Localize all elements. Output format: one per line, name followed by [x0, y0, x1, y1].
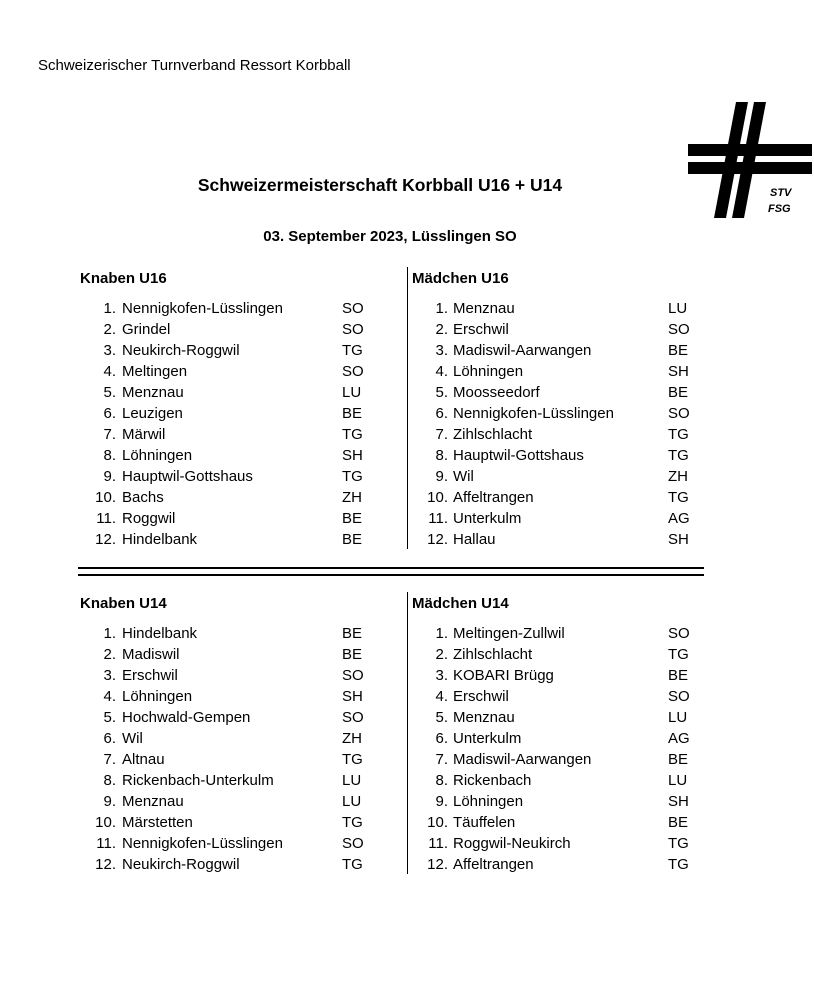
canton-code: SO	[668, 405, 690, 422]
canton-code: TG	[668, 489, 689, 506]
team-name: Löhningen	[122, 688, 193, 705]
team-name: Leuzigen	[122, 405, 183, 422]
canton-code: BE	[668, 751, 689, 768]
rank-number: 10.	[95, 489, 116, 506]
standings-row	[80, 791, 380, 812]
standings-row	[412, 529, 712, 550]
team-name: Erschwil	[122, 667, 178, 684]
team-name: Grindel	[122, 321, 171, 338]
rank-number: 3.	[103, 342, 116, 359]
canton-code: SO	[342, 709, 364, 726]
canton-code: BE	[668, 814, 689, 831]
standings-row	[412, 707, 712, 728]
standings-row	[412, 854, 712, 875]
standings-row	[412, 665, 712, 686]
team-name: Löhningen	[453, 363, 524, 380]
standings-row	[412, 833, 712, 854]
canton-code: TG	[342, 468, 363, 485]
canton-code: TG	[342, 426, 363, 443]
canton-code: SH	[668, 793, 689, 810]
canton-code: BE	[342, 510, 363, 527]
canton-code: TG	[668, 835, 689, 852]
rank-number: 7.	[103, 751, 116, 768]
standings-row	[80, 644, 380, 665]
canton-code: ZH	[668, 468, 688, 485]
rank-number: 8.	[103, 772, 116, 789]
team-name: Nennigkofen-Lüsslingen	[122, 835, 283, 852]
standings-row	[412, 770, 712, 791]
canton-code: BE	[342, 625, 363, 642]
canton-code: BE	[342, 531, 363, 548]
team-name: Menznau	[453, 709, 515, 726]
standings-row	[80, 382, 380, 403]
team-name: Neukirch-Roggwil	[122, 342, 240, 359]
team-name: Unterkulm	[453, 730, 522, 747]
canton-code: SO	[342, 321, 364, 338]
rank-number: 5.	[103, 709, 116, 726]
standings-row	[80, 623, 380, 644]
team-name: Nennigkofen-Lüsslingen	[122, 300, 283, 317]
canton-code: TG	[668, 646, 689, 663]
canton-code: SO	[342, 835, 364, 852]
canton-code: SO	[668, 688, 690, 705]
standings-row	[80, 424, 380, 445]
rank-number: 11.	[428, 835, 448, 852]
canton-code: ZH	[342, 730, 362, 747]
canton-code: LU	[342, 772, 362, 789]
canton-code: TG	[668, 426, 689, 443]
rank-number: 8.	[435, 772, 448, 789]
team-name: Hindelbank	[122, 625, 198, 642]
standings-row	[80, 707, 380, 728]
team-name: Roggwil-Neukirch	[453, 835, 571, 852]
rank-number: 10.	[427, 814, 448, 831]
team-name: Hallau	[453, 531, 496, 548]
rank-number: 4.	[435, 688, 448, 705]
rank-number: 5.	[103, 384, 116, 401]
canton-code: BE	[668, 342, 689, 359]
rank-number: 2.	[103, 321, 116, 338]
rank-number: 1.	[103, 300, 116, 317]
standings-row	[80, 487, 380, 508]
rank-number: 7.	[435, 426, 448, 443]
canton-code: AG	[668, 730, 690, 747]
canton-code: BE	[342, 646, 363, 663]
team-name: Altnau	[122, 751, 165, 768]
canton-code: BE	[342, 405, 363, 422]
team-name: Erschwil	[453, 688, 509, 705]
canton-code: SO	[342, 363, 364, 380]
rank-number: 2.	[435, 321, 448, 338]
logo-text-stv: STV	[770, 187, 792, 199]
team-name: Meltingen-Zullwil	[453, 625, 565, 642]
canton-code: TG	[668, 447, 689, 464]
team-name: Täuffelen	[453, 814, 516, 831]
canton-code: TG	[342, 856, 363, 873]
section-maedchen-u16	[412, 269, 712, 550]
canton-code: AG	[668, 510, 690, 527]
section-heading: Knaben U16	[80, 270, 167, 287]
section-heading: Mädchen U14	[412, 595, 509, 612]
standings-row	[412, 319, 712, 340]
rank-number: 9.	[103, 468, 116, 485]
team-name: Affeltrangen	[453, 489, 534, 506]
canton-code: ZH	[342, 489, 362, 506]
rank-number: 4.	[103, 363, 116, 380]
stv-fsg-cross-logo-icon	[688, 102, 812, 222]
standings-row	[412, 466, 712, 487]
rank-number: 11.	[96, 835, 116, 852]
canton-code: LU	[342, 384, 362, 401]
rank-number: 11.	[428, 510, 448, 527]
standings-row	[80, 770, 380, 791]
rank-number: 1.	[435, 300, 448, 317]
canton-code: SO	[342, 667, 364, 684]
rank-number: 12.	[427, 856, 448, 873]
team-name: Nennigkofen-Lüsslingen	[453, 405, 614, 422]
canton-code: SO	[342, 300, 364, 317]
team-name: Meltingen	[122, 363, 188, 380]
canton-code: BE	[668, 384, 689, 401]
team-name: Hauptwil-Gottshaus	[122, 468, 253, 485]
section-maedchen-u14	[412, 594, 712, 875]
standings-row	[80, 403, 380, 424]
event-date-location: 03. September 2023, Lüsslingen SO	[263, 228, 517, 245]
standings-row	[412, 812, 712, 833]
rank-number: 9.	[103, 793, 116, 810]
standings-row	[412, 508, 712, 529]
rank-number: 4.	[103, 688, 116, 705]
rank-number: 1.	[103, 625, 116, 642]
standings-row	[412, 361, 712, 382]
team-name: Zihlschlacht	[453, 426, 533, 443]
team-name: Unterkulm	[453, 510, 522, 527]
team-name: Madiswil-Aarwangen	[453, 342, 592, 359]
rank-number: 7.	[103, 426, 116, 443]
standings-row	[80, 445, 380, 466]
team-name: Hindelbank	[122, 531, 198, 548]
rank-number: 2.	[103, 646, 116, 663]
stv-fsg-logo	[688, 102, 812, 222]
canton-code: LU	[668, 709, 688, 726]
team-name: Madiswil-Aarwangen	[453, 751, 592, 768]
rank-number: 10.	[427, 489, 448, 506]
standings-row	[412, 728, 712, 749]
standings-row	[80, 361, 380, 382]
standings-row	[80, 508, 380, 529]
rank-number: 12.	[95, 856, 116, 873]
standings-row	[412, 791, 712, 812]
standings-row	[412, 749, 712, 770]
team-name: Rickenbach	[453, 772, 532, 789]
rank-number: 6.	[435, 730, 448, 747]
rank-number: 1.	[435, 625, 448, 642]
standings-row	[412, 686, 712, 707]
canton-code: LU	[668, 772, 688, 789]
standings-row	[80, 319, 380, 340]
standings-row	[412, 445, 712, 466]
column-divider	[407, 267, 408, 549]
team-name: Madiswil	[122, 646, 180, 663]
canton-code: LU	[668, 300, 688, 317]
rank-number: 5.	[435, 384, 448, 401]
standings-row	[412, 403, 712, 424]
rank-number: 8.	[103, 447, 116, 464]
section-separator	[78, 567, 704, 576]
rank-number: 3.	[435, 667, 448, 684]
rank-number: 6.	[435, 405, 448, 422]
page-title: Schweizermeisterschaft Korbball U16 + U14	[197, 175, 563, 195]
standings-row	[80, 686, 380, 707]
standings-row	[80, 665, 380, 686]
canton-code: SH	[668, 531, 689, 548]
rank-number: 2.	[435, 646, 448, 663]
rank-number: 12.	[95, 531, 116, 548]
team-name: Rickenbach-Unterkulm	[122, 772, 274, 789]
standings-row	[80, 466, 380, 487]
rank-number: 6.	[103, 730, 116, 747]
canton-code: SO	[668, 321, 690, 338]
standings-row	[80, 529, 380, 550]
team-name: Löhningen	[453, 793, 524, 810]
rank-number: 3.	[435, 342, 448, 359]
canton-code: TG	[342, 751, 363, 768]
rank-number: 4.	[435, 363, 448, 380]
team-name: Wil	[453, 468, 474, 485]
standings-row	[412, 340, 712, 361]
rank-number: 6.	[103, 405, 116, 422]
team-name: Wil	[122, 730, 143, 747]
rank-number: 3.	[103, 667, 116, 684]
standings-row	[80, 833, 380, 854]
standings-row	[80, 298, 380, 319]
canton-code: LU	[342, 793, 362, 810]
canton-code: SH	[342, 447, 363, 464]
column-divider	[407, 592, 408, 874]
team-name: Löhningen	[122, 447, 193, 464]
rank-number: 8.	[435, 447, 448, 464]
standings-row	[412, 623, 712, 644]
canton-code: SO	[668, 625, 690, 642]
section-heading: Mädchen U16	[412, 270, 509, 287]
team-name: Märstetten	[122, 814, 193, 831]
standings-row	[80, 854, 380, 875]
rank-number: 5.	[435, 709, 448, 726]
team-name: Erschwil	[453, 321, 509, 338]
rank-number: 10.	[95, 814, 116, 831]
team-name: Menznau	[122, 793, 184, 810]
team-name: Hochwald-Gempen	[122, 709, 251, 726]
rank-number: 9.	[435, 793, 448, 810]
standings-row	[412, 644, 712, 665]
standings-row	[412, 424, 712, 445]
organization-name: Schweizerischer Turnverband Ressort Korbball	[38, 57, 351, 74]
section-heading: Knaben U14	[80, 595, 167, 612]
team-name: Roggwil	[122, 510, 176, 527]
logo-text-fsg: FSG	[768, 203, 791, 215]
section-knaben-u14	[80, 594, 380, 875]
standings-row	[412, 298, 712, 319]
canton-code: SH	[668, 363, 689, 380]
standings-row	[80, 340, 380, 361]
standings-row	[80, 812, 380, 833]
canton-code: BE	[668, 667, 689, 684]
canton-code: SH	[342, 688, 363, 705]
section-knaben-u16	[80, 269, 380, 550]
team-name: Bachs	[122, 489, 164, 506]
rank-number: 11.	[96, 510, 116, 527]
team-name: Affeltrangen	[453, 856, 534, 873]
team-name: Neukirch-Roggwil	[122, 856, 240, 873]
rank-number: 7.	[435, 751, 448, 768]
canton-code: TG	[342, 814, 363, 831]
standings-row	[80, 728, 380, 749]
team-name: Hauptwil-Gottshaus	[453, 447, 584, 464]
team-name: Moosseedorf	[453, 384, 540, 401]
team-name: Zihlschlacht	[453, 646, 533, 663]
rank-number: 12.	[427, 531, 448, 548]
standings-row	[412, 382, 712, 403]
canton-code: TG	[342, 342, 363, 359]
team-name: Märwil	[122, 426, 166, 443]
canton-code: TG	[668, 856, 689, 873]
team-name: Menznau	[453, 300, 515, 317]
team-name: KOBARI Brügg	[453, 667, 554, 684]
team-name: Menznau	[122, 384, 184, 401]
rank-number: 9.	[435, 468, 448, 485]
standings-row	[80, 749, 380, 770]
standings-row	[412, 487, 712, 508]
